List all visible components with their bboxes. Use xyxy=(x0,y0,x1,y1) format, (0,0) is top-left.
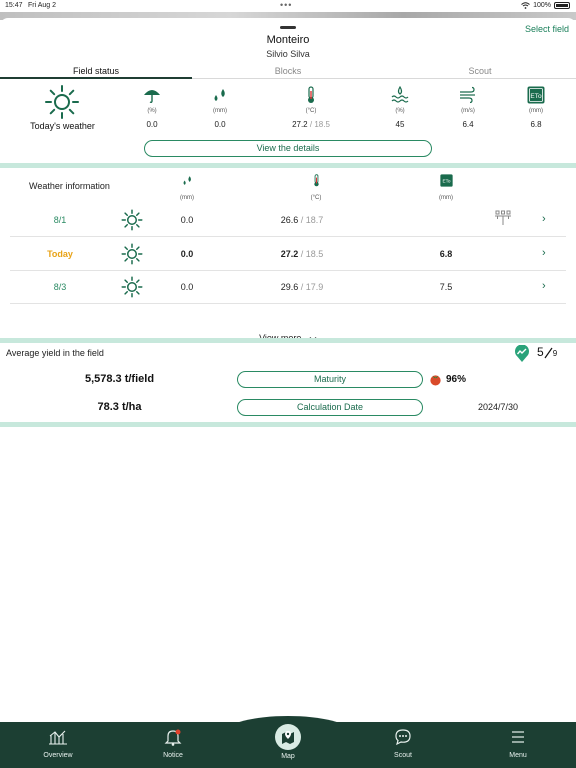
temp-separator: / xyxy=(309,120,313,129)
wifi-icon xyxy=(521,2,530,9)
temp-high: 27.2 xyxy=(292,120,308,129)
chevron-right-icon[interactable]: › xyxy=(542,247,546,259)
metric-temperature xyxy=(290,86,332,129)
eto-icon xyxy=(440,174,453,187)
temp-high: 27.2 xyxy=(280,249,299,259)
weather-row-eto: 6.8 xyxy=(439,249,453,259)
map-pin-icon xyxy=(280,729,296,745)
metric-rain-probability xyxy=(132,86,172,129)
weather-row-temp xyxy=(262,282,342,292)
battery-icon xyxy=(554,2,570,9)
wind-icon xyxy=(459,86,477,104)
weather-row-eto: 7.5 xyxy=(439,282,453,292)
nav-label: Notice xyxy=(163,752,183,759)
field-sheet xyxy=(0,18,576,722)
nav-item-overview[interactable] xyxy=(28,728,88,759)
weather-information-panel xyxy=(0,168,576,338)
metric-value: 6.4 xyxy=(462,120,474,129)
metric-unit: (%) xyxy=(147,108,157,114)
tomato-icon xyxy=(429,373,442,386)
umbrella-icon xyxy=(143,86,161,104)
nav-label: Menu xyxy=(509,752,527,759)
metric-wind-speed xyxy=(448,86,488,129)
weather-row-temp xyxy=(262,249,342,259)
view-details-button[interactable]: View the details xyxy=(144,140,432,157)
temp-low: 18.5 xyxy=(305,249,324,259)
metric-value: 0.0 xyxy=(146,120,158,129)
pager-total: 9 xyxy=(552,349,558,358)
metric-eto xyxy=(516,86,556,129)
status-bar xyxy=(0,0,576,12)
multitasking-dots-icon[interactable]: ••• xyxy=(280,0,293,10)
metric-unit: (m/s) xyxy=(461,108,475,114)
metric-unit: (°C) xyxy=(305,108,317,114)
chat-icon xyxy=(393,728,413,746)
tab-bar xyxy=(0,64,576,79)
yield-total: 5,578.3 t/field xyxy=(84,373,155,385)
temp-low: 18.5 xyxy=(314,120,330,129)
temp-separator: / xyxy=(300,249,304,259)
sun-icon xyxy=(121,276,143,298)
chevron-right-icon[interactable]: › xyxy=(542,280,546,292)
weather-row-rain: 0.0 xyxy=(180,249,194,259)
tab-blocks[interactable]: Blocks xyxy=(274,66,302,76)
metric-value xyxy=(290,120,332,129)
temp-separator: / xyxy=(300,282,304,292)
eto-icon-text: ETo xyxy=(530,93,542,100)
thermometer-icon xyxy=(310,174,323,187)
metric-value: 45 xyxy=(395,120,405,129)
nav-item-map[interactable] xyxy=(258,724,318,760)
average-yield-panel xyxy=(0,343,576,428)
select-field-button[interactable]: Select field xyxy=(524,24,569,34)
metric-value: 0.0 xyxy=(214,120,226,129)
temp-low: 18.7 xyxy=(305,215,324,225)
column-header-rainfall xyxy=(167,174,207,201)
nav-item-scout[interactable] xyxy=(373,728,433,759)
thermometer-icon xyxy=(302,86,320,104)
humidity-icon xyxy=(391,86,409,104)
weather-row[interactable] xyxy=(10,271,566,304)
weather-row-date: 8/1 xyxy=(53,215,67,225)
nav-item-menu[interactable] xyxy=(488,728,548,759)
yield-pager[interactable] xyxy=(537,345,557,359)
section-divider xyxy=(0,422,576,427)
chevron-right-icon[interactable]: › xyxy=(542,213,546,225)
battery-percent: 100% xyxy=(533,2,551,9)
temp-high: 26.6 xyxy=(280,215,299,225)
metric-rainfall xyxy=(200,86,240,129)
sun-icon xyxy=(121,209,143,231)
tab-scout[interactable]: Scout xyxy=(468,66,492,76)
column-header-eto xyxy=(426,174,466,201)
weather-info-title: Weather information xyxy=(29,181,110,191)
pager-slash-icon xyxy=(544,347,553,359)
raindrops-icon xyxy=(211,86,229,104)
eto-icon-text: ETo xyxy=(441,178,451,184)
temp-separator: / xyxy=(300,215,304,225)
metric-value: 6.8 xyxy=(530,120,542,129)
weather-row-rain: 0.0 xyxy=(180,215,194,225)
eto-icon xyxy=(527,86,545,104)
yield-title: Average yield in the field xyxy=(6,348,104,358)
nav-label: Overview xyxy=(43,752,73,759)
status-date: Fri Aug 2 xyxy=(28,2,57,9)
field-name: Monteiro xyxy=(266,34,310,46)
maturity-button[interactable]: Maturity xyxy=(237,371,423,388)
metric-unit: (mm) xyxy=(529,108,543,114)
raindrops-icon xyxy=(181,174,194,187)
metric-unit: (%) xyxy=(395,108,405,114)
metric-humidity xyxy=(380,86,420,129)
yield-trend-icon[interactable] xyxy=(514,345,530,363)
weather-row-temp xyxy=(262,215,342,225)
sun-icon xyxy=(44,84,80,120)
sheet-drag-handle[interactable] xyxy=(280,26,296,29)
calculation-date-button[interactable]: Calculation Date xyxy=(237,399,423,416)
weather-row-date: 8/3 xyxy=(53,282,67,292)
temp-high: 29.6 xyxy=(280,282,299,292)
column-unit: (mm) xyxy=(439,195,453,201)
map-button-circle xyxy=(275,724,301,750)
pager-current: 5 xyxy=(537,345,544,359)
weather-row-rain: 0.0 xyxy=(180,282,194,292)
status-time: 15:47 xyxy=(5,2,23,9)
sun-icon xyxy=(121,243,143,265)
maturity-value: 96% xyxy=(446,374,467,385)
tab-field-status[interactable]: Field status xyxy=(0,64,192,78)
temp-low: 17.9 xyxy=(305,282,324,292)
weather-row-date: Today xyxy=(47,249,73,259)
bell-icon xyxy=(163,728,183,746)
weather-row[interactable] xyxy=(10,204,566,237)
column-unit: (mm) xyxy=(180,195,194,201)
column-header-temperature xyxy=(296,174,336,201)
todays-weather-label: Today's weather xyxy=(30,121,95,131)
field-chart-icon xyxy=(48,728,68,746)
column-unit: (°C) xyxy=(310,195,322,201)
calculation-date-value: 2024/7/30 xyxy=(477,402,519,412)
hamburger-icon xyxy=(508,728,528,746)
metric-unit: (mm) xyxy=(213,108,227,114)
nav-label: Map xyxy=(281,753,295,760)
nav-item-notice[interactable] xyxy=(143,728,203,759)
sprinkler-icon xyxy=(494,210,512,226)
nav-label: Scout xyxy=(394,752,412,759)
yield-per-ha: 78.3 t/ha xyxy=(97,401,142,413)
field-owner: Silvio Silva xyxy=(266,49,310,59)
weather-row[interactable] xyxy=(10,238,566,271)
